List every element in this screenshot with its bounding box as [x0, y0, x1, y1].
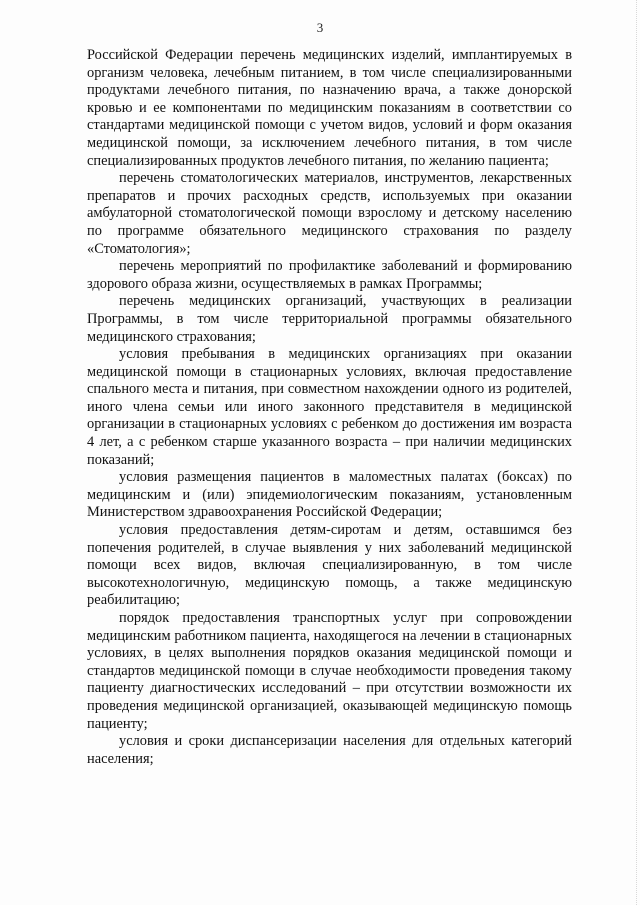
page-number: 3 — [316, 20, 324, 35]
paragraph-2: перечень стоматологических материалов, инструментов, лекарственных препаратов и прочих расходных средств, используемых при оказании амбулаторной стоматологической помощи взрослому и детскому населению по программе обязательного медицинского страхования по разделу «Стоматология»; — [87, 170, 572, 257]
paragraph-9: условия и сроки диспансеризации населения для отдельных категорий населения; — [87, 733, 572, 767]
paragraph-5: условия пребывания в медицинских организациях при оказании медицинской помощи в стационарных условиях, включая предоставление спального места и питания, при совместном нахождении одного из родителей, иного члена семьи или иного законного представителя в медицинской организации в стационарных условиях с ребенком до достижения им возраста 4 лет, а с ребенком старше указанного возраста – при наличии медицинских показаний; — [87, 346, 572, 468]
paragraph-6: условия размещения пациентов в маломестных палатах (боксах) по медицинским и (или) эпидемиологическим показаниям, установленным Министерством здравоохранения Российской Федерации; — [87, 469, 572, 521]
scan-edge-line — [636, 0, 638, 905]
paragraph-8: порядок предоставления транспортных услуг при сопровождении медицинским работником пациента, находящегося на лечении в стационарных условиях, в целях выполнения порядков оказания медицинской помощи и стандартов медицинской помощи в случае необходимости проведения такому пациенту диагностических исследований – при отсутствии возможности их проведения медицинской организацией, оказывающей медицинскую помощь пациенту; — [87, 610, 572, 732]
paragraph-4: перечень медицинских организаций, участвующих в реализации Программы, в том числе территориальной программы обязательного медицинского страхования; — [87, 293, 572, 345]
paragraph-3: перечень мероприятий по профилактике заболеваний и формированию здорового образа жизни, осуществляемых в рамках Программы; — [87, 258, 572, 292]
document-body — [87, 47, 572, 768]
paragraph-7: условия предоставления детям-сиротам и детям, оставшимся без попечения родителей, в случае выявления у них заболеваний медицинской помощи всех видов, включая специализированную, в том числе высокотехнологичную, медицинскую помощь, а также медицинскую реабилитацию; — [87, 522, 572, 609]
paragraph-1: Российской Федерации перечень медицинских изделий, имплантируемых в организм человека, лечебным питанием, в том числе специализированными продуктами лечебного питания, по назначению врача, а также донорской кровью и ее компонентами по медицинским показаниям в соответствии со стандартами медицинской помощи с учетом видов, условий и форм оказания медицинской помощи, за исключением лечебного питания, в том числе специализированных продуктов лечебного питания, по желанию пациента; — [87, 47, 572, 169]
